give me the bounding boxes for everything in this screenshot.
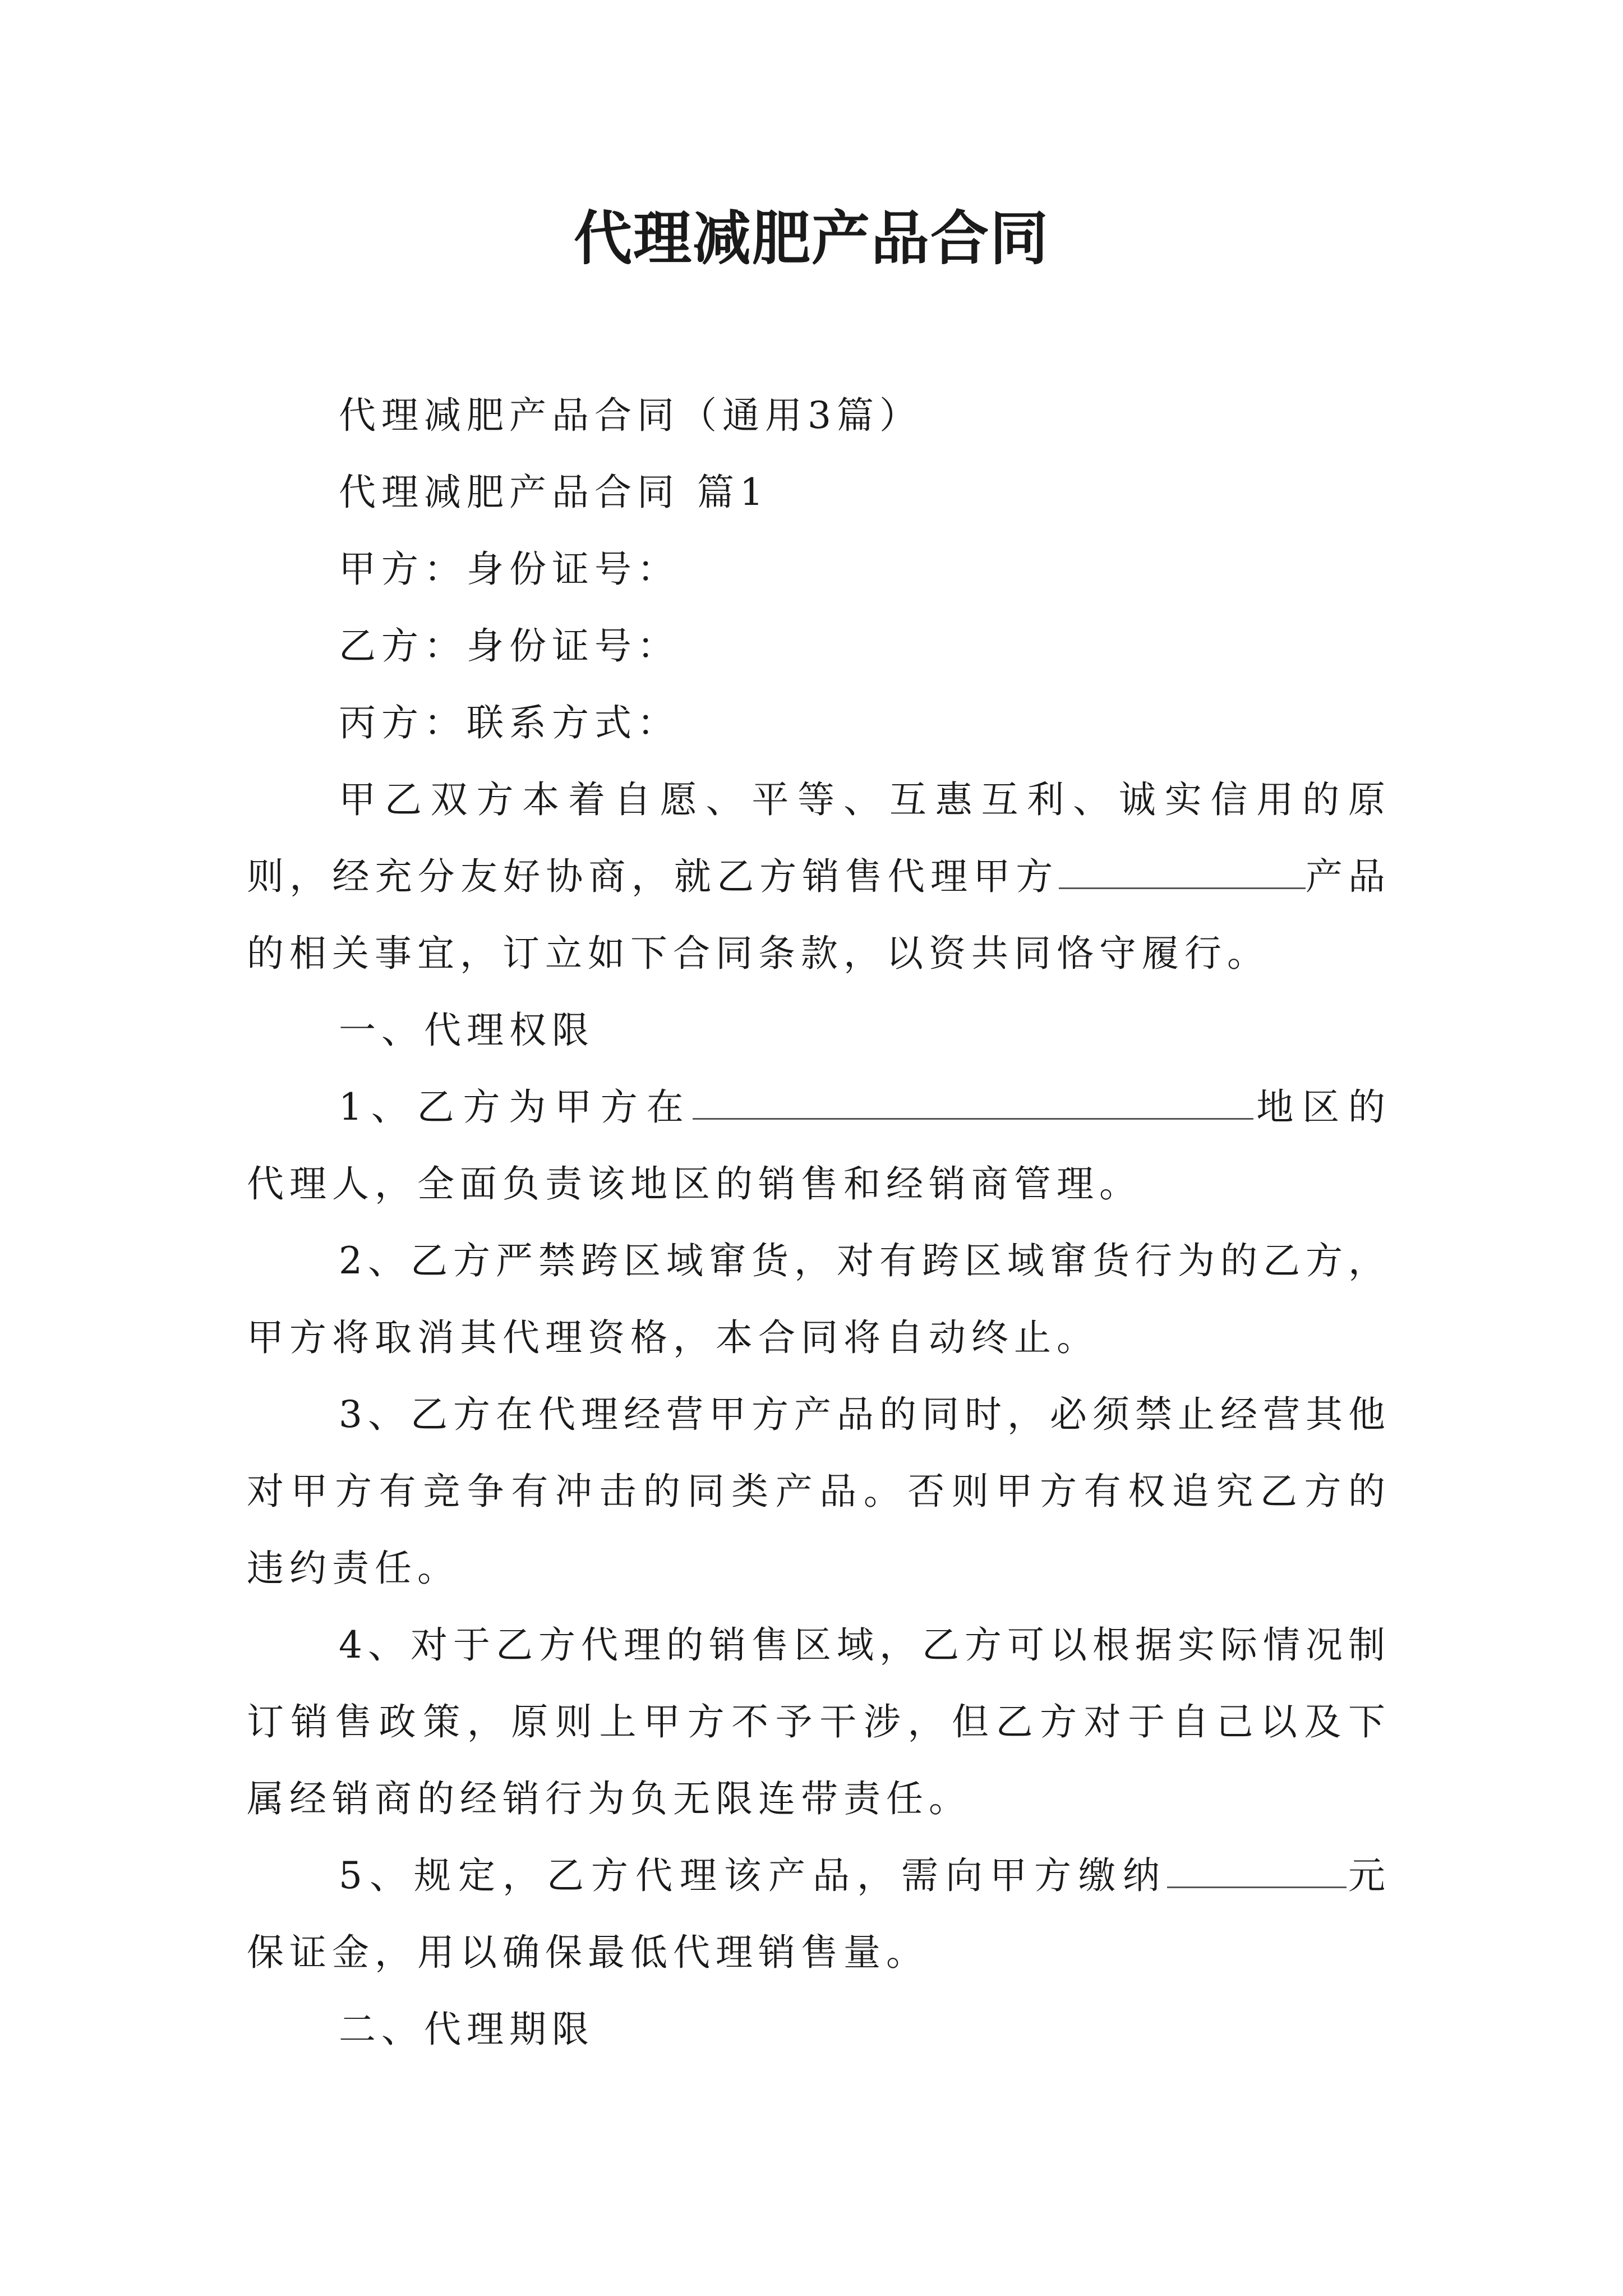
- intro-text-end: 产品的相关事宜，订立如下合同条款，以资共同恪守履行。: [247, 855, 1391, 975]
- clause-5-start: 5、规定，乙方代理该产品，需向甲方缴纳: [339, 1854, 1167, 1897]
- clause-1: [247, 1069, 1391, 1222]
- clause-4: 4、对于乙方代理的销售区域，乙方可以根据实际情况制订销售政策，原则上甲方不予干涉，但乙方对于自己以及下属经销商的经销行为负无限连带责任。: [247, 1623, 1391, 1820]
- clause-3: 3、乙方在代理经营甲方产品的同时，必须禁止经营其他对甲方有竞争有冲击的同类产品。否则甲方有权追究乙方的违约责任。: [247, 1393, 1391, 1590]
- intro-text-start: 甲乙双方本着自愿、平等、互惠互利、诚实信用的原则，经充分友好协商，就乙方销售代理甲方: [247, 778, 1391, 898]
- clause-2: 2、乙方严禁跨区域窜货，对有跨区域窜货行为的乙方，甲方将取消其代理资格，本合同将自动终止。: [247, 1239, 1391, 1359]
- party-a-line: 甲方：身份证号：: [339, 547, 680, 591]
- subtitle-general: 代理减肥产品合同（通用3篇）: [339, 394, 922, 437]
- product-name-blank: [1059, 852, 1306, 889]
- deposit-amount-blank: [1167, 1851, 1347, 1888]
- section-2-heading: 二、代理期限: [339, 2008, 594, 2051]
- intro-paragraph: [247, 761, 1391, 992]
- clause-5: [247, 1837, 1391, 1991]
- party-b-line: 乙方：身份证号：: [339, 624, 680, 668]
- document-body: [247, 377, 1391, 2068]
- party-c-line: 丙方：联系方式：: [339, 701, 680, 744]
- clause-5-end: 元保证金，用以确保最低代理销售量。: [247, 1854, 1391, 1974]
- document-title: 代理减肥产品合同: [573, 204, 1049, 273]
- subtitle-part: 代理减肥产品合同 篇1: [339, 471, 769, 514]
- region-blank: [693, 1082, 1253, 1120]
- section-1-heading: 一、代理权限: [339, 1009, 594, 1052]
- clause-1-start: 1、乙方为甲方在: [339, 1085, 693, 1129]
- clause-1-end: 地区的代理人，全面负责该地区的销售和经销商管理。: [247, 1085, 1391, 1205]
